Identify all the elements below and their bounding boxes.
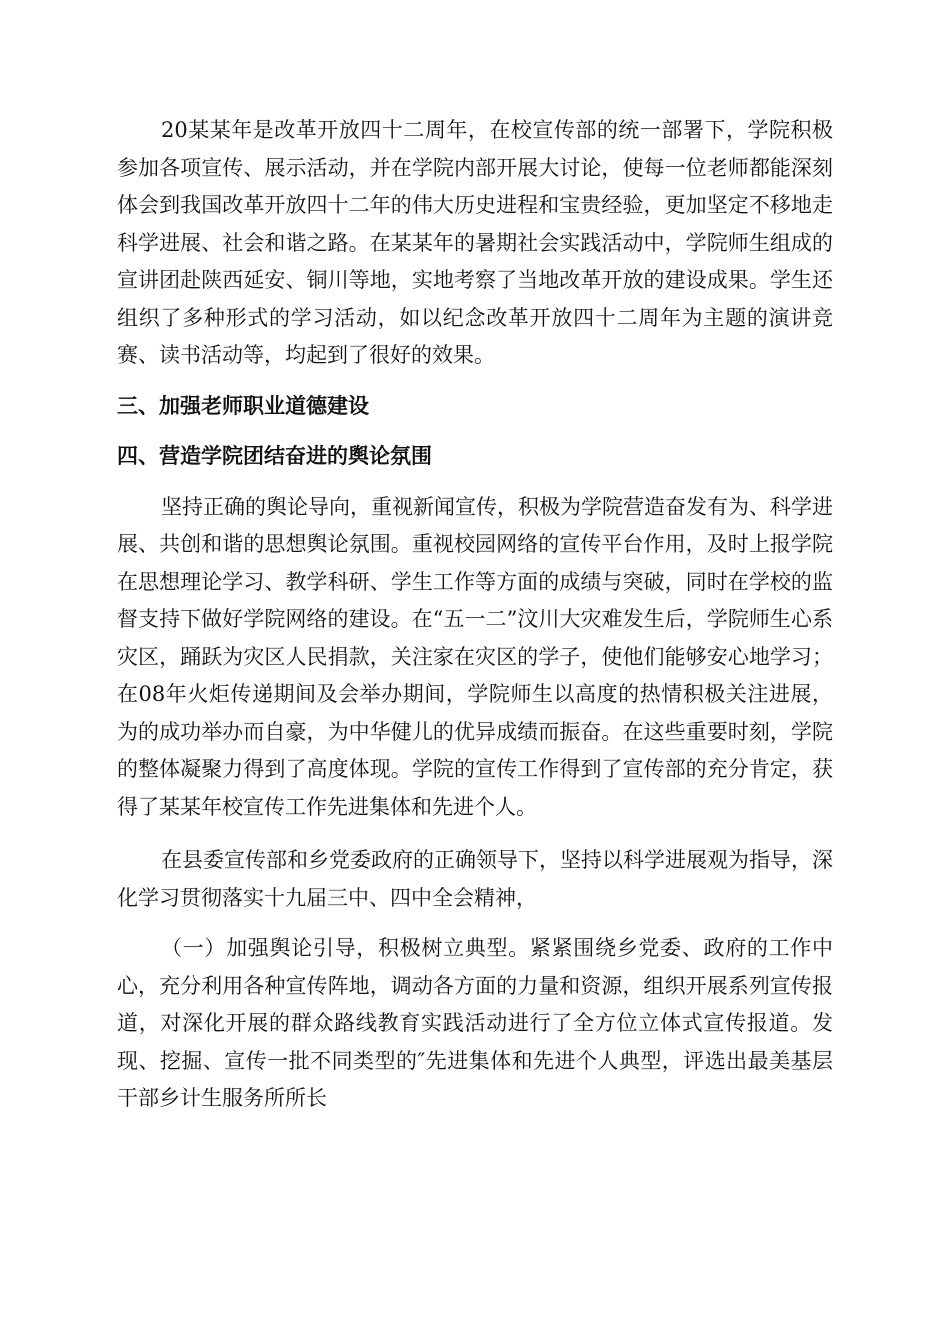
section-heading-3: 三、加强老师职业道德建设 (117, 393, 369, 418)
paragraph-public-opinion: 坚持正确的舆论导向，重视新闻宣传，积极为学院营造奋发有为、科学进展、共创和谐的思想舆论氛围。重视校园网络的宣传平台作用，及时上报学院在思想理论学习、教学科研、学生工作等方面的成绩与突破，同时在学校的监督支持下做好学院网络的建设。在“五一二”汶川大灾难发生后，学院师生心系灾区，踊跃为灾区人民捐款，关注家在灾区的学子，使他们能够安心地学习；在08年火炬传递期间及会举办期间，学院师生以高度的热情积极关注进展，为的成功举办而自豪，为中华健儿的优异成绩而振奋。在这些重要时刻，学院的整体凝聚力得到了高度体现。学院的宣传工作得到了宣传部的充分肯定，获得了某某年校宣传工作先进集体和先进个人。 (117, 494, 833, 819)
paragraph-county-leadership: 在县委宣传部和乡党委政府的正确领导下，坚持以科学进展观为指导，深化学习贯彻落实十九届三中、四中全会精神， (117, 848, 833, 910)
document-body (117, 112, 833, 1118)
paragraph-reform-anniversary: 20某某年是改革开放四十二周年，在校宣传部的统一部署下，学院积极参加各项宣传、展示活动，并在学院内部开展大讨论，使每一位老师都能深刻体会到我国改革开放四十二年的伟大历史进程和宝贵经验，更加坚定不移地走科学进展、社会和谐之路。在某某年的暑期社会实践活动中，学院师生组成的宣讲团赴陕西延安、铜川等地，实地考察了当地改革开放的建设成果。学生还组织了多种形式的学习活动，如以纪念改革开放四十二周年为主题的演讲竞赛、读书活动等，均起到了很好的效果。 (117, 118, 833, 367)
section-heading-4: 四、营造学院团结奋进的舆论氛围 (117, 444, 432, 468)
paragraph-guidance-typical: （一）加强舆论引导，积极树立典型。紧紧围绕乡党委、政府的工作中心，充分利用各种宣传阵地，调动各方面的力量和资源，组织开展系列宣传报道，对深化开展的群众路线教育实践活动进行了全方位立体式宣传报道。发现、挖掘、宣传一批不同类型的″先进集体和先进个人典型，评选出最美基层干部乡计生服务所所长 (117, 936, 833, 1110)
